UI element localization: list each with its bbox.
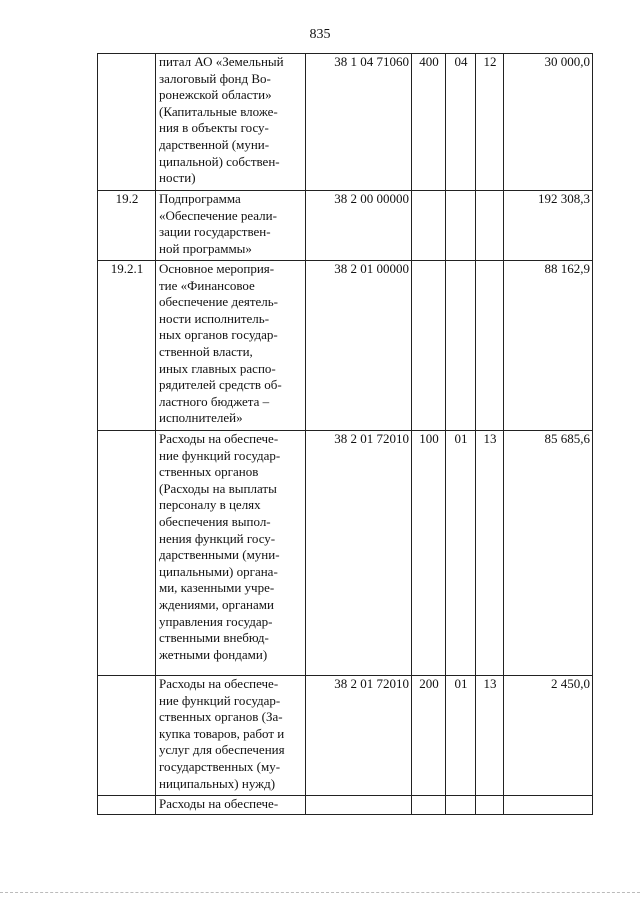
row-amount: 88 162,9 [504,261,593,431]
row-amount: 192 308,3 [504,191,593,261]
row-expense-type [412,796,446,815]
row-subsection: 13 [476,431,504,676]
row-number: 19.2.1 [98,261,156,431]
row-name: питал АО «Земельный залоговый фонд Во- ронежской области» (Капитальные вложе- ния в объекты госу- дарственной (муни- ципальной) собствен- ности) [156,54,306,191]
row-code: 38 2 01 72010 [306,431,412,676]
row-number [98,54,156,191]
row-expense-type: 400 [412,54,446,191]
row-section: 01 [446,431,476,676]
row-expense-type: 100 [412,431,446,676]
row-amount: 2 450,0 [504,676,593,796]
row-subsection [476,191,504,261]
budget-table [97,53,593,815]
row-amount: 85 685,6 [504,431,593,676]
row-section [446,191,476,261]
table-row [98,796,593,815]
page-number: 835 [309,27,331,42]
table-row [98,191,593,261]
row-code: 38 2 01 00000 [306,261,412,431]
row-name: Расходы на обеспече- [156,796,306,815]
row-number: 19.2 [98,191,156,261]
page-bottom-rule [0,892,640,894]
row-name: Подпрограмма «Обеспечение реали- зации государствен- ной программы» [156,191,306,261]
row-subsection [476,261,504,431]
row-code [306,796,412,815]
row-name: Расходы на обеспече- ние функций государ- ственных органов (За- купка товаров, работ и услуг для обеспечения государственных (му- ниципальных) нужд) [156,676,306,796]
row-code: 38 2 00 00000 [306,191,412,261]
row-subsection: 13 [476,676,504,796]
row-amount: 30 000,0 [504,54,593,191]
row-number [98,796,156,815]
row-section [446,796,476,815]
row-section [446,261,476,431]
row-amount [504,796,593,815]
table-body [98,54,593,815]
row-section: 01 [446,676,476,796]
row-code: 38 1 04 71060 [306,54,412,191]
table-row [98,676,593,796]
row-expense-type: 200 [412,676,446,796]
row-subsection: 12 [476,54,504,191]
row-name: Основное мероприя- тие «Финансовое обеспечение деятель- ности исполнитель- ных органов государ- ственной власти, иных главных распо- рядителей средств об- ластного бюджета – исполнителей» [156,261,306,431]
row-expense-type [412,261,446,431]
row-number [98,676,156,796]
row-subsection [476,796,504,815]
row-section: 04 [446,54,476,191]
table-row [98,261,593,431]
table-row [98,431,593,676]
row-expense-type [412,191,446,261]
row-number [98,431,156,676]
row-code: 38 2 01 72010 [306,676,412,796]
table-row [98,54,593,191]
row-name: Расходы на обеспече- ние функций государ- ственных органов (Расходы на выплаты персоналу в целях обеспечения выпол- нения функций госу- дарственными (муни- ципальными) органа- ми, казенными учре- ждениями, органами управления государ- ственными внебюд- жетными фондами) [156,431,306,676]
